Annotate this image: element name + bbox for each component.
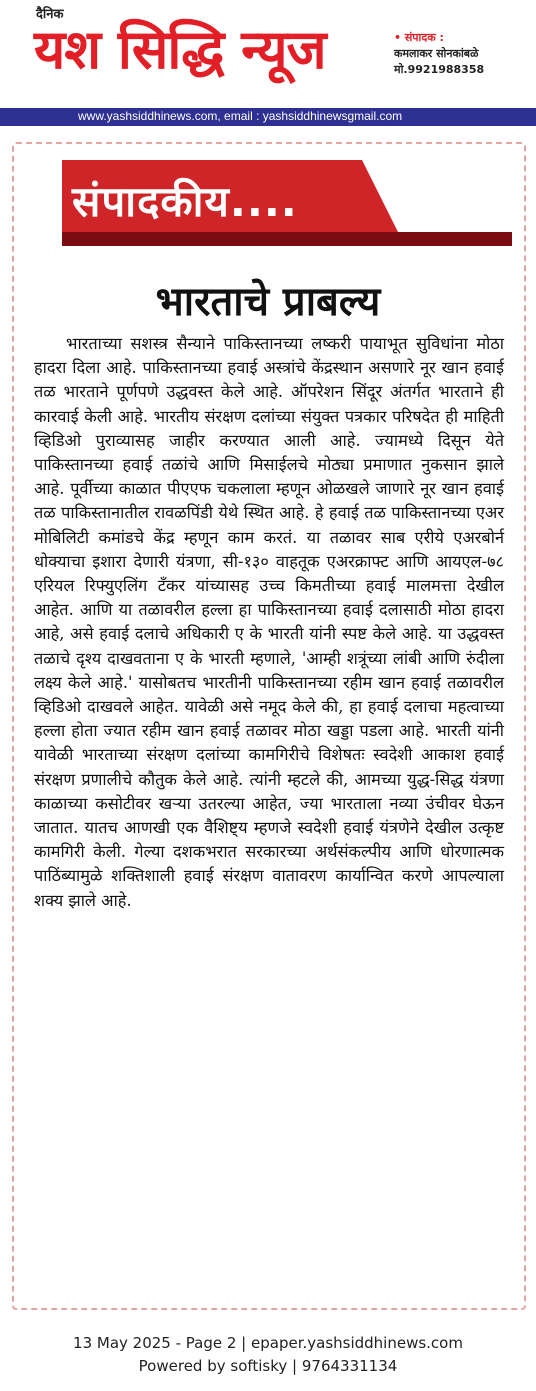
newspaper-title: यश सिद्धि न्यूज xyxy=(34,18,326,81)
editor-name: कमलाकर सोनकांबळे xyxy=(394,47,479,60)
editor-phone: मो.9921988358 xyxy=(394,63,485,76)
daily-label: दैनिक xyxy=(36,7,64,22)
footer-date-page: 13 May 2025 - Page 2 | epaper.yashsiddhinews.com xyxy=(73,1334,463,1352)
editor-label: • संपादक : xyxy=(394,31,444,44)
masthead xyxy=(0,0,536,108)
contact-bar xyxy=(0,108,536,126)
article-headline: भारताचे प्राबल्य xyxy=(155,279,381,325)
footer-credits: Powered by softisky | 9764331134 xyxy=(138,1357,398,1375)
contact-text: www.yashsiddhinews.com, email : yashsiddhinewsgmail.com xyxy=(78,109,403,123)
editor-info xyxy=(394,30,484,78)
section-banner: संपादकीय.... xyxy=(72,177,298,226)
article-body: भारताच्या सशस्त्र सैन्याने पाकिस्तानच्या लष्करी पायाभूत सुविधांना मोठा हादरा दिला आहे. पाकिस्तानच्या हवाई अस्त्रांचे केंद्रस्थान असणारे नूर खान हवाई तळ भारताने पूर्णपणे उद्धवस्त केले आहे. ऑपरेशन सिंदूर अंतर्गत भारताने ही कारवाई केली आहे. भारतीय संरक्षण दलांच्या संयुक्त पत्रकार परिषदेत ही माहिती व्हिडिओ पुराव्यासह जाहीर करण्यात आली आहे. ज्यामध्ये दिसून येते पाकिस्तानच्या हवाई तळांचे आणि मिसाईलचे मोठ्या प्रमाणात नुकसान झाले आहे. पूर्वीच्या काळात पीएएफ चकलाला म्हणून ओळखले जाणारे नूर खान हवाई तळ पाकिस्तानातील रावळपिंडी येथे स्थित आहे. हे हवाई तळ पाकिस्तानच्या एअर मोबिलिटी कमांडचे केंद्र म्हणून काम करतं. या तळावर साब एरीये एअरबोर्न धोक्याचा इशारा देणारी यंत्रणा, सी-१३० वाहतूक एअरक्राफ्ट आणि आयएल-७८ एरियल रिफ्युएलिंग टँकर यांच्यासह उच्च किमतीच्या हवाई मालमत्ता देखील आहेत. आणि या तळावरील हल्ला हा पाकिस्तानच्या हवाई दलासाठी मोठा हादरा आहे, असे हवाई दलाचे अधिकारी ए के भारती यांनी स्पष्ट केले आहे. या उद्धवस्त तळाचे दृश्य दाखवताना ए के भारती म्हणाले, 'आम्ही शत्रूंच्या लांबी आणि रुंदीला लक्ष्य केले आहे.' यासोबतच भारतीनी पाकिस्तानच्या रहीम खान हवाई तळावरील व्हिडिओ दाखवले आहेत. यावेळी असे नमूद केले की, हा हवाई दलाचा महत्वाच्या हल्ला होता ज्यात रहीम खान हवाई तळावर मोठा खड्डा पडला आहे. भारती यांनी यावेळी भारताच्या संरक्षण दलांच्या कामगिरीचे विशेषतः स्वदेशी आकाश हवाई संरक्षण प्रणालीचे कौतुक केले आहे. त्यांनी म्हटले की, आमच्या युद्ध-सिद्ध यंत्रणा काळाच्या कसोटीवर खऱ्या उतरल्या आहेत, ज्या भारताला नव्या उंचीवर घेऊन जातात. यातच आणखी एक वैशिष्ट्य म्हणजे स्वदेशी हवाई यंत्रणेने देखील उत्कृष्ट कामगिरी केली. गेल्या दशकभरात सरकारच्या अर्थसंकल्पीय आणि धोरणात्मक पाठिंब्यामुळे शक्तिशाली हवाई संरक्षण वातावरण कार्यान्वित करणे आपल्याला शक्य झाले आहे. xyxy=(34,334,504,910)
